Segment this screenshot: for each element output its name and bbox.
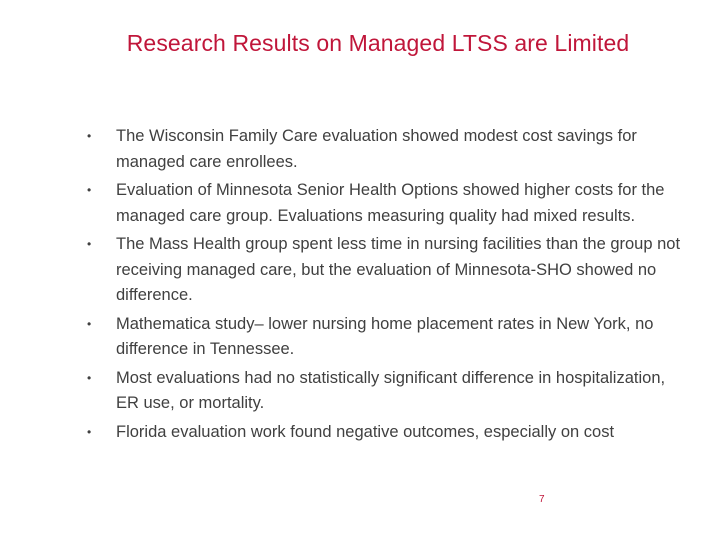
bullet-icon: • (87, 316, 92, 331)
bullet-text: Florida evaluation work found negative outcomes, especially on cost (116, 422, 615, 441)
bullet-icon: • (87, 370, 92, 385)
bullet-item (0, 178, 720, 229)
bullet-icon: • (87, 424, 92, 439)
bullet-text: The Wisconsin Family Care evaluation showed modest cost savings for managed care enrollees. (116, 127, 637, 171)
bullet-item (0, 312, 720, 363)
page-number: 7 (539, 494, 545, 505)
bullet-text: The Mass Health group spent less time in nursing facilities than the group not receiving managed care, but the evaluation of Minnesota-SHO showed no difference. (116, 235, 681, 304)
bullet-item (0, 420, 720, 446)
bullet-list (0, 124, 720, 448)
bullet-icon: • (87, 183, 92, 197)
bullet-item (0, 232, 720, 309)
bullet-item (0, 366, 720, 417)
bullet-text: Mathematica study– lower nursing home placement rates in New York, no difference in Tennessee. (116, 314, 654, 358)
slide-title: Research Results on Managed LTSS are Limited (126, 30, 630, 56)
bullet-text: Most evaluations had no statistically significant difference in hospitalization, ER use, or mortality. (116, 368, 666, 412)
bullet-text: Evaluation of Minnesota Senior Health Options showed higher costs for the managed care group. Evaluations measuring quality had mixed results. (116, 181, 665, 225)
bullet-icon: • (87, 237, 92, 251)
bullet-item (0, 124, 720, 175)
bullet-icon: • (87, 129, 92, 143)
